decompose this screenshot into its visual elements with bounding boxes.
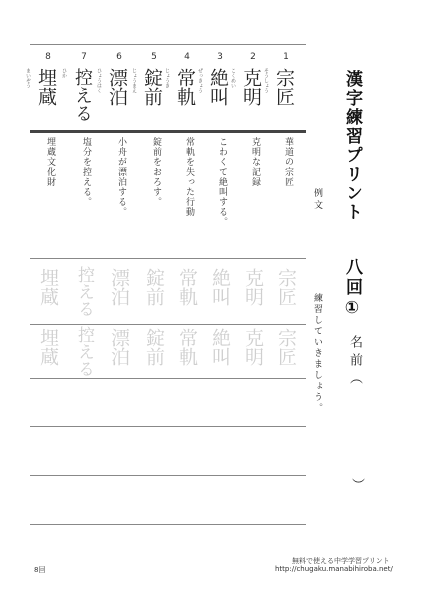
item-example: 克明な記録 [250,137,260,187]
example-label: 例文 [312,188,322,212]
divider-practice-4 [30,475,306,476]
page-number: 8回 [34,566,46,574]
item-number: 5 [151,52,157,62]
footer-site-title: 無料で使える中学学習プリント [292,557,390,565]
item-reading: まいぞう [25,68,31,88]
item-example: 小舟が漂泊する。 [116,137,126,217]
trace-word: 埋蔵 [37,328,59,366]
item-number: 6 [116,52,122,62]
trace-word: 埋蔵 [37,268,59,306]
set-name: 八回① [342,258,362,321]
item-number: 2 [250,52,256,62]
trace-word: 錠前 [143,268,165,306]
item-reading: こくめい [230,68,236,88]
item-example: 塩分を控える。 [81,137,91,207]
trace-word: 常軌 [176,328,198,366]
trace-word: 漂泊 [108,328,130,366]
item-reading: ひょうはく [96,68,102,93]
item-reading: ひか [61,68,67,78]
item-word: 控える [72,68,93,122]
item-number: 8 [45,52,51,62]
item-reading: じょうまえ [131,68,137,93]
item-word: 埋蔵 [35,68,57,106]
item-reading: ぜっきょう [197,68,203,93]
item-word: 錠前 [141,68,163,106]
trace-word: 控える [74,266,94,317]
divider-practice-3 [30,426,306,427]
item-reading: そうしょう [263,68,269,93]
trace-word: 克明 [242,268,264,306]
name-field-label: 名前（ [347,335,362,389]
divider-header [30,44,306,45]
trace-word: 宗匠 [275,328,297,366]
trace-word: 控える [74,326,94,377]
divider-examples [30,258,306,259]
item-number: 4 [184,52,190,62]
name-field-close: ） [349,478,364,491]
item-number: 1 [283,52,289,62]
item-word: 絶叫 [207,68,229,106]
item-reading: じょうき [164,68,170,88]
divider-thick [30,130,306,133]
item-example: 華道の宗匠 [283,137,293,187]
item-number: 3 [217,52,223,62]
trace-word: 絶叫 [209,268,231,306]
practice-label: 練習していきましょう。 [312,293,322,414]
trace-word: 常軌 [176,268,198,306]
footer-url[interactable]: http://chugaku.manabihiroba.net/ [275,565,393,573]
worksheet-title: 漢字練習プリント [342,70,362,222]
item-example: こわくて絶叫する。 [217,137,227,227]
item-word: 漂泊 [106,68,128,106]
divider-practice-5 [30,524,306,525]
item-example: 埋蔵文化財 [45,137,55,187]
item-example: 錠前をおろす。 [151,137,161,207]
trace-word: 錠前 [143,328,165,366]
item-word: 克明 [240,68,262,106]
item-number: 7 [81,52,87,62]
item-word: 常軌 [174,68,196,106]
trace-word: 宗匠 [275,268,297,306]
trace-word: 克明 [242,328,264,366]
item-example: 常軌を失った行動 [184,137,194,217]
item-word: 宗匠 [273,68,295,106]
trace-word: 漂泊 [108,268,130,306]
trace-word: 絶叫 [209,328,231,366]
